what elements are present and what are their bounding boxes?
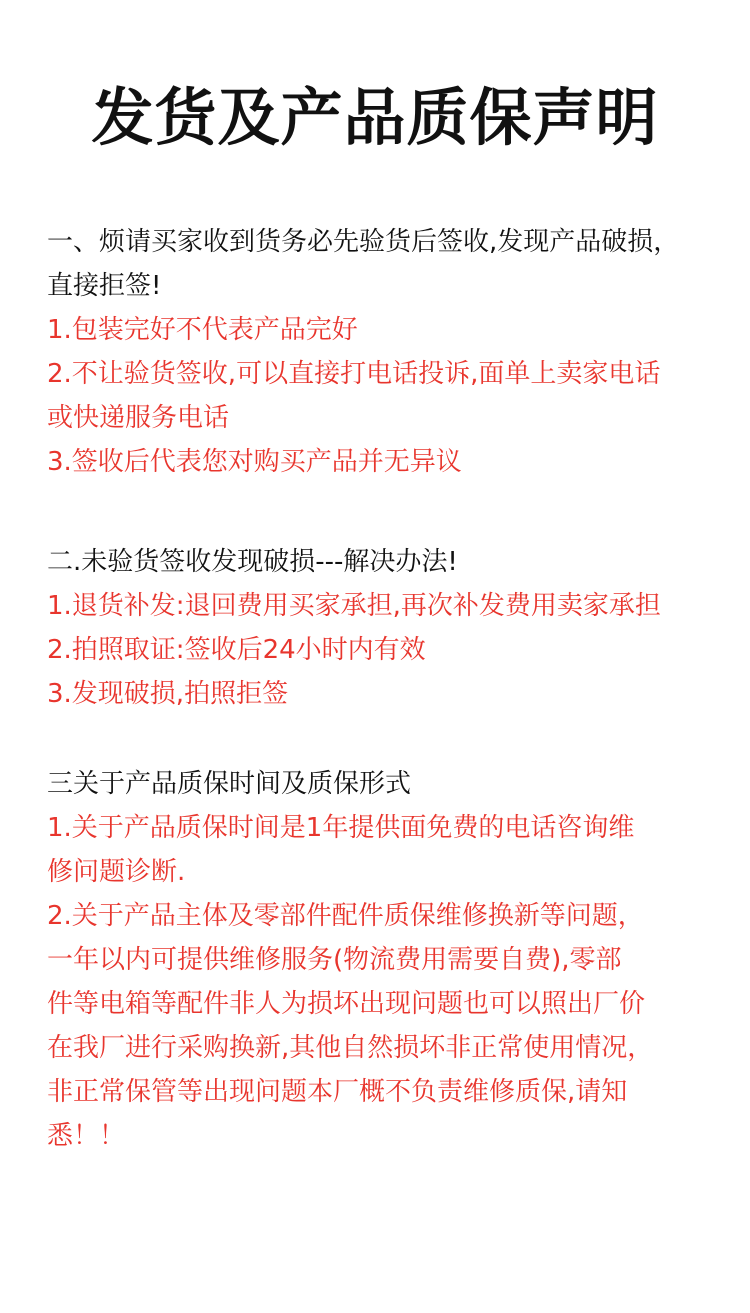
section-warranty-terms — [47, 762, 717, 1158]
section-item-line: 悉！！ — [47, 1121, 126, 1151]
section-item-line: 件等电箱等配件非人为损坏出现问题也可以照出厂价 — [47, 989, 646, 1019]
section-item-line: 2.关于产品主体及零部件配件质保维修换新等问题， — [47, 901, 644, 931]
section-damage-solutions — [47, 540, 717, 716]
section-item-line: 非正常保管等出现问题本厂概不负责维修质保,请知 — [47, 1077, 628, 1107]
section-item-line: 1.关于产品质保时间是1年提供面免费的电话咨询维 — [47, 813, 635, 843]
section-item-line: 1.包装完好不代表产品完好 — [47, 315, 358, 345]
section-item-line: 3.发现破损,拍照拒签 — [47, 679, 289, 709]
section-item-line: 或快递服务电话 — [47, 403, 230, 433]
section-item-line: 2.不让验货签收,可以直接打电话投诉,面单上卖家电话 — [47, 359, 661, 389]
section-item-line: 1.退货补发:退回费用买家承担,再次补发费用卖家承担 — [47, 591, 661, 621]
section-item-line: 2.拍照取证:签收后24小时内有效 — [47, 635, 426, 665]
section-item-line: 3.签收后代表您对购买产品并无异议 — [47, 447, 462, 477]
section-heading-line: 三关于产品质保时间及质保形式 — [47, 769, 412, 799]
section-heading-line: 一、烦请买家收到货务必先验货后签收,发现产品破损， — [47, 227, 680, 257]
section-inspection-before-signing — [47, 220, 717, 484]
section-heading-line: 二.未验货签收发现破损---解决办法! — [47, 547, 458, 577]
section-item-line: 修问题诊断. — [47, 857, 186, 887]
section-item-line: 一年以内可提供维修服务(物流费用需要自费),零部 — [47, 945, 622, 975]
page-title: 发货及产品质保声明 — [91, 81, 659, 154]
section-heading-line: 直接拒签! — [47, 271, 162, 301]
section-item-line: 在我厂进行采购换新,其他自然损坏非正常使用情况， — [47, 1033, 654, 1063]
